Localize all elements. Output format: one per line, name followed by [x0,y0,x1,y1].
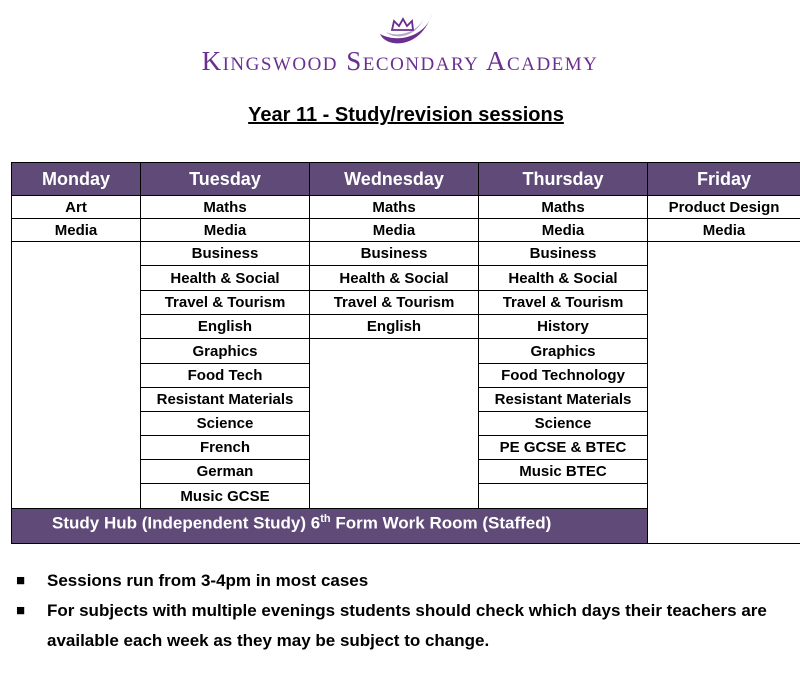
session-cell: Health & Social [310,266,479,291]
square-bullet-icon: ■ [16,602,26,619]
session-cell: Media [141,219,310,242]
session-cell: Travel & Tourism [141,291,310,315]
session-cell: Business [479,242,648,266]
session-cell: Food Tech [141,364,310,388]
note-item [16,596,786,656]
day-header-row [12,163,800,196]
session-cell: French [141,436,310,460]
session-cell: Resistant Materials [479,388,648,412]
note-text: For subjects with multiple evenings students should check which days their teachers are available each week as they may be subject to change. [47,601,767,650]
empty-thursday-cell [479,484,648,509]
empty-friday-cell [648,242,800,544]
session-cell: Food Technology [479,364,648,388]
timetable [11,162,800,544]
session-cell: Graphics [141,339,310,364]
study-hub-banner [12,509,648,544]
session-cell: English [310,315,479,339]
empty-wednesday-cell [310,339,479,509]
table-row [12,196,800,219]
table-row [12,219,800,242]
session-cell: Maths [479,196,648,219]
session-cell: English [141,315,310,339]
note-text: Sessions run from 3-4pm in most cases [47,571,369,590]
study-hub-text: Study Hub (Independent Study) 6 [52,513,321,533]
day-header-thursday: Thursday [479,163,648,196]
session-cell: Media [648,219,800,242]
page-title: Year 11 - Study/revision sessions [248,104,564,126]
session-cell: German [141,460,310,484]
day-header-monday: Monday [12,163,141,196]
session-cell: Product Design [648,196,800,219]
session-cell: Travel & Tourism [479,291,648,315]
note-item [16,566,786,596]
session-cell: Science [141,412,310,436]
session-cell: Music BTEC [479,460,648,484]
session-cell: Health & Social [141,266,310,291]
day-header-friday: Friday [648,163,800,196]
session-cell: Music GCSE [141,484,310,509]
school-logo-icon [376,8,436,48]
session-cell: History [479,315,648,339]
study-hub-text-end: Form Work Room (Staffed) [330,513,552,533]
session-cell: Travel & Tourism [310,291,479,315]
school-name: Kingswood Secondary Academy [201,46,599,76]
session-cell: Business [141,242,310,266]
session-cell: PE GCSE & BTEC [479,436,648,460]
session-cell: Media [479,219,648,242]
notes-list [16,566,786,656]
session-cell: Media [310,219,479,242]
session-cell: Art [12,196,141,219]
day-header-tuesday: Tuesday [141,163,310,196]
session-cell: Maths [141,196,310,219]
session-cell: Resistant Materials [141,388,310,412]
session-cell: Business [310,242,479,266]
session-cell: Graphics [479,339,648,364]
square-bullet-icon: ■ [16,572,26,589]
session-cell: Maths [310,196,479,219]
session-cell: Media [12,219,141,242]
session-cell: Science [479,412,648,436]
empty-monday-cell [12,242,141,509]
study-hub-superscript: th [320,513,331,525]
session-cell: Health & Social [479,266,648,291]
table-row [12,242,800,266]
day-header-wednesday: Wednesday [310,163,479,196]
